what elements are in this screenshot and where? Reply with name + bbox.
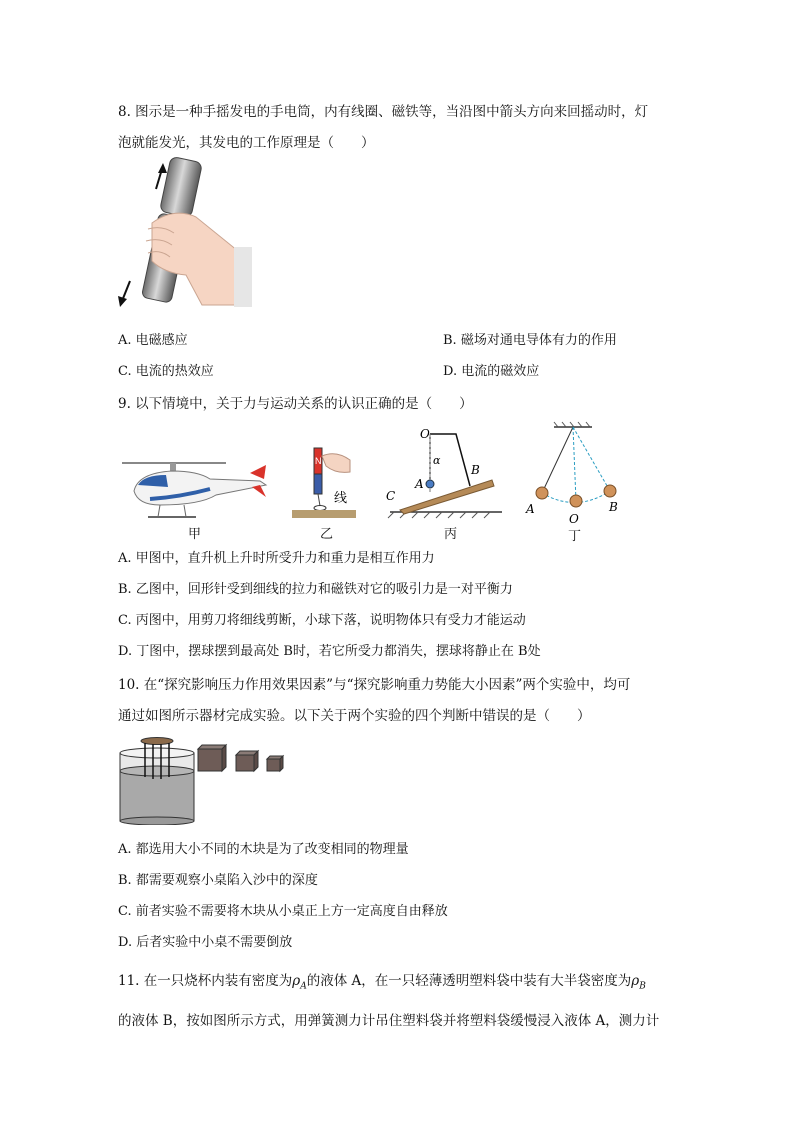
helicopter-icon <box>122 463 266 517</box>
q8-stem-line1: 8. 图示是一种手摇发电的手电筒，内有线圈、磁铁等，当沿图中箭头方向来回摇动时，灯 <box>118 104 649 120</box>
q11-line1 <box>118 971 646 997</box>
caption-jia: 甲 <box>188 527 202 542</box>
magnet-icon <box>314 448 350 494</box>
q8-stem-line2: 泡就能发光，其发电的工作原理是（ ） <box>118 135 375 151</box>
pend-label-b: B <box>609 500 618 514</box>
medium-block-icon <box>236 751 258 771</box>
pend-label-a: A <box>526 502 535 516</box>
rho-b-symbol: $\rho_B$ <box>631 973 646 992</box>
rho-a-symbol: $\rho_A$ <box>292 973 307 992</box>
q9-option-c: C. 丙图中，用剪刀将细线剪断，小球下落，说明物体只有受力才能运动 <box>118 613 526 628</box>
q10-stem-line1: 10. 在“探究影响压力作用效果因素”与“探究影响重力势能大小因素”两个实验中，均可 <box>118 677 631 693</box>
q9-option-b: B. 乙图中，回形针受到细线的拉力和磁铁对它的吸引力是一对平衡力 <box>118 582 513 597</box>
flashlight-hand-figure <box>112 155 252 315</box>
q8-option-b: B. 磁场对通电导体有力的作用 <box>443 333 617 348</box>
helicopter-figure <box>120 455 270 523</box>
label-alpha: α <box>433 454 441 467</box>
q11-line2: 的液体 B，按如图所示方式，用弹簧测力计吊住塑料袋并将塑料袋缓慢浸入液体 A，测力计 <box>118 1013 660 1029</box>
caption-bing: 丙 <box>444 527 458 542</box>
large-block-icon <box>198 745 226 771</box>
caption-yi: 乙 <box>320 527 334 542</box>
magnet-paperclip-figure <box>292 446 356 520</box>
incline-figure <box>382 424 504 520</box>
label-b: B <box>471 463 480 477</box>
q9-option-d: D. 丁图中，摆球摆到最高处 B时，若它所受力都消失，摆球将静止在 B处 <box>118 644 541 659</box>
q11-text-part1: 11. 在一只烧杯内装有密度为 <box>118 973 293 989</box>
q8-option-d: D. 电流的磁效应 <box>443 364 540 379</box>
sand-container-icon <box>120 748 194 825</box>
pendulum-figure <box>522 421 632 533</box>
q10-option-a: A. 都选用大小不同的木块是为了改变相同的物理量 <box>118 842 409 857</box>
label-c: C <box>386 489 396 503</box>
q10-option-b: B. 都需要观察小桌陷入沙中的深度 <box>118 873 318 888</box>
q11-text-part2: 的液体 A，在一只轻薄透明塑料袋中装有大半袋密度为 <box>306 973 632 989</box>
paperclip-icon <box>314 506 326 511</box>
q9-stem: 9. 以下情境中，关于力与运动关系的认识正确的是（ ） <box>118 396 473 412</box>
q8-option-c: C. 电流的热效应 <box>118 364 214 379</box>
small-block-icon <box>267 756 283 771</box>
q8-option-a: A. 电磁感应 <box>118 333 188 348</box>
label-o: O <box>420 427 430 441</box>
caption-ding: 丁 <box>568 529 582 544</box>
label-a: A <box>415 477 424 491</box>
wire-label: 线 <box>334 491 348 506</box>
q10-stem-line2: 通过如图所示器材完成实验。以下关于两个实验的四个判断中错误的是（ ） <box>118 708 591 724</box>
q9-option-a: A. 甲图中，直升机上升时所受升力和重力是相互作用力 <box>118 551 435 566</box>
q10-option-d: D. 后者实验中小桌不需要倒放 <box>118 935 293 950</box>
pend-label-o: O <box>569 512 579 526</box>
sand-table-figure <box>118 733 298 825</box>
down-arrow-icon <box>118 281 130 307</box>
q10-option-c: C. 前者实验不需要将木块从小桌正上方一定高度自由释放 <box>118 904 448 919</box>
magnet-n-label: N <box>315 456 322 466</box>
